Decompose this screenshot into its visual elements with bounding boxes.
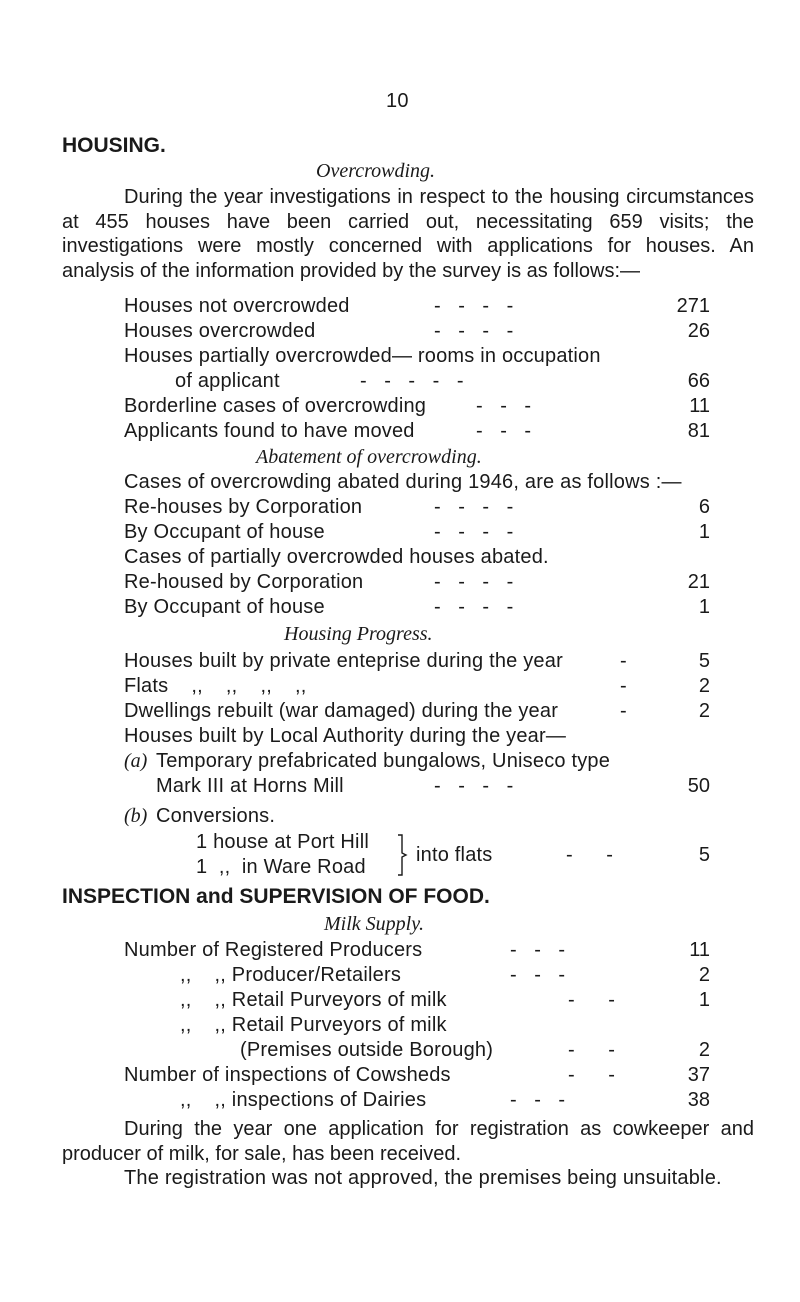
row-label: Houses built by private enteprise during the year [124,650,563,672]
row-dashes: - [620,650,627,672]
overcrowding-title: Overcrowding. [316,160,436,182]
row-label: Dwellings rebuilt (war damaged) during the year [124,700,559,722]
row-label: ,, ,, Retail Purveyors of milk [180,989,447,1011]
row-dashes: - - - - [434,521,520,543]
row-value: 11 [689,395,710,417]
row-value: 2 [698,700,710,722]
registration-text: During the year one application for registration as cowkeeper and producer of milk, for sale, has been received. [62,1118,754,1165]
progress-title: Housing Progress. [284,623,433,645]
row-dashes: - - - [510,1089,572,1111]
row-dashes: - - - - [434,496,520,518]
row-label: Houses partially overcrowded— rooms in occupation [124,345,601,367]
row-label: ,, ,, Retail Purveyors of milk [180,1014,447,1036]
housing-heading: HOUSING. [62,134,166,157]
conversions-value: 5 [698,844,710,866]
row-label: of applicant [175,370,280,392]
row-label: Houses built by Local Authority during the year— [124,725,567,747]
item-a-marker: (a) [124,750,148,772]
row-label: ,, ,, Producer/Retailers [180,964,402,986]
registration-outcome: The registration was not approved, the premises being unsuitable. [124,1167,722,1189]
row-value: 81 [687,420,710,442]
item-b-marker: (b) [124,805,148,827]
row-dashes: - - - - - [360,370,470,392]
row-dashes: - - [568,1039,629,1061]
row-dashes: - - - [510,939,572,961]
conversion-line-1: 1 house at Port Hill [196,831,369,853]
milk-supply-title: Milk Supply. [324,913,424,935]
brace-bracket [396,833,410,877]
row-label: Re-houses by Corporation [124,496,363,518]
row-dashes: - - [566,844,627,866]
row-value: 2 [698,1039,710,1061]
row-value: 1 [698,596,710,618]
row-dashes: - - - - [434,775,520,797]
row-value: 66 [687,370,710,392]
row-dashes: - - - [476,420,538,442]
registration-paragraph [62,1117,754,1166]
row-label: Borderline cases of overcrowding [124,395,427,417]
row-label: By Occupant of house [124,521,325,543]
row-dashes: - - - - [434,571,520,593]
overcrowding-intro-paragraph [62,185,754,283]
row-label: Temporary prefabricated bungalows, Uniseco type [156,750,611,772]
row-dashes: - - - [476,395,538,417]
row-label: Number of inspections of Cowsheds [124,1064,451,1086]
row-label: Number of Registered Producers [124,939,423,961]
row-dashes: - - - [510,964,572,986]
row-value: 6 [698,496,710,518]
row-dashes: - [620,675,627,697]
row-label: Applicants found to have moved [124,420,415,442]
row-value: 1 [698,521,710,543]
row-value: 2 [698,675,710,697]
row-label: Houses not overcrowded [124,295,350,317]
row-value: 26 [687,320,710,342]
conversions-label: Conversions. [156,805,276,827]
into-flats-label: into flats [416,844,493,866]
row-value: 1 [698,989,710,1011]
row-label: Flats ,, ,, ,, ,, [124,675,307,697]
row-dashes: - - - - [434,295,520,317]
row-dashes: - - - - [434,320,520,342]
abatement-title: Abatement of overcrowding. [256,446,482,468]
row-label: Houses overcrowded [124,320,316,342]
row-label: ,, ,, inspections of Dairies [180,1089,427,1111]
row-value: 37 [687,1064,710,1086]
row-dashes: - [620,700,627,722]
row-value: 271 [676,295,710,317]
conversion-line-2: 1 ,, in Ware Road [196,856,366,878]
row-label: Re-housed by Corporation [124,571,364,593]
row-value: 38 [687,1089,710,1111]
page-number: 10 [386,90,409,112]
row-value: 21 [687,571,710,593]
row-label: (Premises outside Borough) [240,1039,494,1061]
row-value: 2 [698,964,710,986]
row-value: 11 [689,939,710,961]
row-dashes: - - - - [434,596,520,618]
row-dashes: - - [568,989,629,1011]
row-label: Mark III at Horns Mill [156,775,344,797]
row-label: Cases of partially overcrowded houses abated. [124,546,549,568]
abatement-intro: Cases of overcrowding abated during 1946, are as follows :— [124,471,682,493]
row-value: 50 [687,775,710,797]
food-heading: INSPECTION and SUPERVISION OF FOOD. [62,885,490,908]
row-label: By Occupant of house [124,596,325,618]
row-value: 5 [698,650,710,672]
overcrowding-intro-text: During the year investigations in respect to the housing circumstances at 455 houses have been carried out, necessitating 659 visits; the investigations were mostly concerned with applications for houses. An analysis of the information provided by the survey is as follows:— [62,186,754,282]
row-dashes: - - [568,1064,629,1086]
